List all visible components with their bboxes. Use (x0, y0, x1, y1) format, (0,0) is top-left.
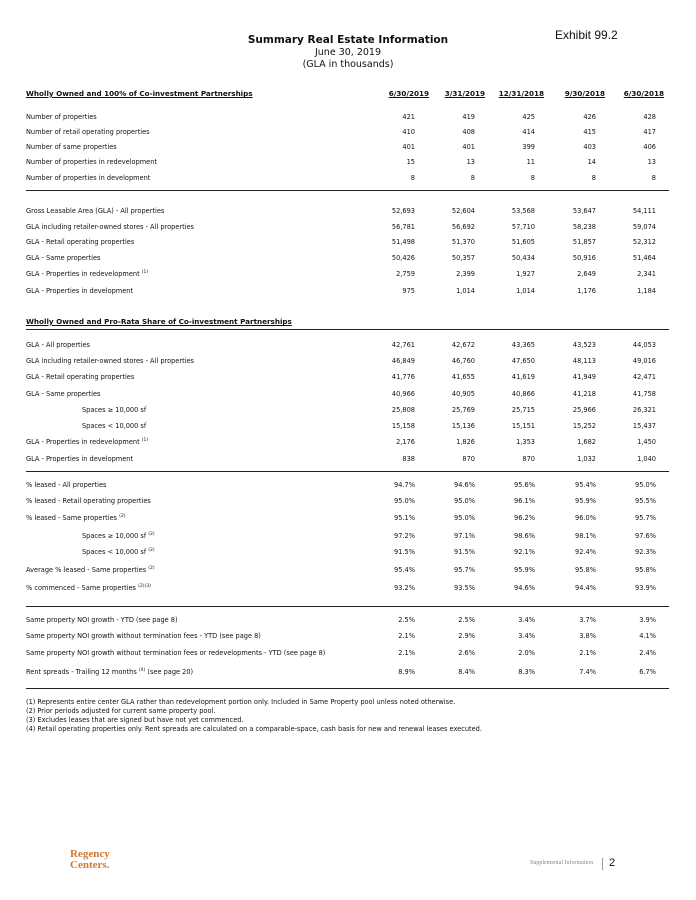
table-row (0, 287, 696, 299)
table-cell: 8 (530, 174, 535, 182)
table-cell: 95.8% (635, 566, 656, 574)
table-cell: 15,151 (511, 422, 535, 430)
table-cell: 2,176 (396, 438, 415, 446)
column-header: 12/31/2018 (498, 89, 544, 98)
table-row (0, 254, 696, 266)
table-cell: 50,434 (511, 254, 535, 262)
table-row (0, 158, 696, 170)
row-label (26, 143, 117, 151)
row-label-text: Average % leased - Same properties (26, 566, 147, 574)
table-row (0, 113, 696, 125)
row-label (26, 373, 134, 381)
table-cell: 95.7% (635, 514, 656, 522)
row-label-text: Same property NOI growth without termination fees or redevelopments - YTD (see page 8) (26, 649, 326, 657)
table-cell: 2.1% (398, 649, 415, 657)
table-cell: 51,605 (511, 238, 535, 246)
section2-heading: Wholly Owned and Pro-Rata Share of Co-investment Partnerships (26, 317, 292, 326)
table-row (0, 238, 696, 250)
table-cell: 94.4% (575, 584, 596, 592)
table-cell: 428 (643, 113, 656, 121)
row-label-text: GLA including retailer-owned stores - All properties (26, 223, 194, 231)
table-cell: 56,781 (391, 223, 415, 231)
footer-separator (602, 858, 603, 870)
table-cell: 1,450 (637, 438, 656, 446)
row-label (26, 287, 133, 295)
row-label-text: % leased - Retail operating properties (26, 497, 151, 505)
table-cell: 95.9% (514, 566, 535, 574)
footnote-ref: (2) (119, 513, 126, 519)
table-cell: 1,040 (637, 455, 656, 463)
table-cell: 43,523 (572, 341, 596, 349)
divider (26, 688, 669, 689)
row-label (26, 455, 133, 463)
table-cell: 1,014 (456, 287, 475, 295)
row-label (82, 548, 155, 556)
table-cell: 1,176 (577, 287, 596, 295)
table-cell: 3.7% (579, 616, 596, 624)
table-row (0, 532, 696, 544)
table-cell: 40,905 (451, 390, 475, 398)
table-cell: 401 (402, 143, 415, 151)
table-row (0, 481, 696, 493)
table-cell: 91.5% (394, 548, 415, 556)
row-label (26, 254, 100, 262)
table-cell: 403 (583, 143, 596, 151)
row-label (26, 481, 106, 489)
table-cell: 3.9% (639, 616, 656, 624)
table-cell: 96.2% (514, 514, 535, 522)
table-cell: 13 (466, 158, 475, 166)
table-cell: 59,074 (632, 223, 656, 231)
row-label-text: GLA - Properties in redevelopment (26, 438, 140, 446)
row-label-text: GLA - Retail operating properties (26, 238, 135, 246)
table-cell: 53,568 (511, 207, 535, 215)
table-cell: 94.7% (394, 481, 415, 489)
table-cell: 2.1% (579, 649, 596, 657)
row-label (26, 158, 157, 166)
row-label-text: GLA - Properties in redevelopment (26, 270, 140, 278)
table-cell: 417 (643, 128, 656, 136)
column-header: 9/30/2018 (564, 89, 605, 98)
row-label (26, 207, 164, 215)
table-cell: 408 (462, 128, 475, 136)
table-cell: 8 (591, 174, 596, 182)
row-label-text: % commenced - Same properties (26, 584, 136, 592)
table-cell: 13 (647, 158, 656, 166)
table-cell: 8.4% (458, 668, 475, 676)
table-row (0, 632, 696, 644)
row-label-text: Spaces ≥ 10,000 sf (82, 406, 147, 414)
table-cell: 98.6% (514, 532, 535, 540)
row-label (26, 514, 125, 522)
table-row (0, 497, 696, 509)
table-cell: 8.9% (398, 668, 415, 676)
row-label-text: Same property NOI growth - YTD (see page 8) (26, 616, 178, 624)
row-label (26, 632, 261, 640)
table-cell: 51,464 (632, 254, 656, 262)
table-cell: 41,776 (391, 373, 415, 381)
table-cell: 1,353 (516, 438, 535, 446)
footnote: (2) Prior periods adjusted for current same property pool. (26, 707, 216, 715)
table-cell: 25,966 (572, 406, 596, 414)
column-header: 6/30/2019 (388, 89, 429, 98)
row-label (26, 616, 178, 624)
table-cell: 1,032 (577, 455, 596, 463)
table-cell: 2,649 (577, 270, 596, 278)
table-cell: 2,399 (456, 270, 475, 278)
table-cell: 94.6% (514, 584, 535, 592)
table-cell: 52,604 (451, 207, 475, 215)
footnote-ref: (4) (138, 667, 146, 673)
logo-line: Regency (70, 848, 110, 860)
table-cell: 15,437 (632, 422, 656, 430)
table-cell: 51,498 (391, 238, 415, 246)
table-row (0, 174, 696, 186)
table-cell: 95.0% (454, 497, 475, 505)
page-title: Summary Real Estate Information (247, 34, 449, 46)
logo-line: Centers. (70, 859, 110, 871)
footnote-ref: (2)(3) (138, 583, 151, 589)
row-label-text: (see page 20) (147, 668, 194, 676)
footnote-ref: (2) (148, 531, 155, 537)
table-cell: 40,866 (511, 390, 535, 398)
row-label-text: Number of properties (26, 113, 97, 121)
table-cell: 53,647 (572, 207, 596, 215)
row-label-text: Rent spreads - Trailing 12 months (26, 668, 137, 676)
table-cell: 25,769 (451, 406, 475, 414)
table-row (0, 668, 696, 680)
row-label-text: % leased - Same properties (26, 514, 117, 522)
table-cell: 54,111 (632, 207, 656, 215)
table-cell: 97.1% (454, 532, 475, 540)
table-cell: 92.3% (635, 548, 656, 556)
table-cell: 15 (406, 158, 415, 166)
table-cell: 52,693 (391, 207, 415, 215)
footnote-ref: (1) (141, 437, 149, 443)
row-label-text: GLA - Same properties (26, 390, 101, 398)
table-cell: 1,014 (516, 287, 535, 295)
row-label (26, 270, 148, 278)
footnote: (1) Represents entire center GLA rather than redevelopment portion only. Included in Same Property pool unless noted otherwise. (26, 698, 456, 706)
footnote-ref: (2) (148, 565, 155, 571)
table-cell: 15,136 (451, 422, 475, 430)
table-row (0, 373, 696, 385)
row-label-text: Gross Leasable Area (GLA) - All properties (26, 207, 165, 215)
table-cell: 7.4% (579, 668, 596, 676)
table-row (0, 223, 696, 235)
row-label-text: GLA - Retail operating properties (26, 373, 135, 381)
table-cell: 95.5% (635, 497, 656, 505)
row-label-text: Number of properties in redevelopment (26, 158, 158, 166)
table-cell: 2.5% (398, 616, 415, 624)
table-cell: 838 (402, 455, 415, 463)
row-label (26, 649, 325, 657)
table-cell: 2.1% (398, 632, 415, 640)
row-label-text: GLA - Same properties (26, 254, 101, 262)
table-cell: 95.4% (575, 481, 596, 489)
table-cell: 42,761 (391, 341, 415, 349)
table-cell: 42,672 (451, 341, 475, 349)
table-cell: 2,341 (637, 270, 656, 278)
company-logo (70, 849, 110, 871)
divider (26, 606, 669, 607)
table-cell: 50,357 (451, 254, 475, 262)
row-label-text: Number of properties in development (26, 174, 151, 182)
row-label (26, 566, 155, 574)
table-cell: 56,692 (451, 223, 475, 231)
table-cell: 8 (651, 174, 656, 182)
table-cell: 25,808 (391, 406, 415, 414)
table-cell: 25,715 (511, 406, 535, 414)
table-cell: 95.7% (454, 566, 475, 574)
table-cell: 48,113 (572, 357, 596, 365)
table-cell: 415 (583, 128, 596, 136)
row-label (82, 532, 155, 540)
table-cell: 43,365 (511, 341, 535, 349)
table-cell: 41,218 (572, 390, 596, 398)
table-cell: 57,710 (511, 223, 535, 231)
table-row (0, 548, 696, 560)
row-label-text: GLA - Properties in development (26, 287, 134, 295)
table-cell: 2.4% (639, 649, 656, 657)
table-cell: 1,826 (456, 438, 475, 446)
table-cell: 44,053 (632, 341, 656, 349)
table-row (0, 438, 696, 450)
row-label-text: % leased - All properties (26, 481, 107, 489)
table-cell: 92.1% (514, 548, 535, 556)
row-label (26, 497, 151, 505)
divider (26, 329, 669, 330)
row-label (26, 584, 151, 592)
table-cell: 8 (470, 174, 475, 182)
table-cell: 95.9% (575, 497, 596, 505)
page-number: 2 (609, 857, 616, 869)
row-label (26, 223, 194, 231)
row-label-text: Spaces < 10,000 sf (82, 548, 147, 556)
row-label (26, 341, 90, 349)
footnote-ref: (2) (148, 547, 155, 553)
divider (26, 190, 669, 191)
table-cell: 421 (402, 113, 415, 121)
column-header: 6/30/2018 (623, 89, 664, 98)
table-cell: 97.2% (394, 532, 415, 540)
table-cell: 8 (410, 174, 415, 182)
row-label (26, 238, 134, 246)
row-label-text: Same property NOI growth without termination fees - YTD (see page 8) (26, 632, 261, 640)
footnote-ref: (1) (141, 269, 149, 275)
row-label-text: Spaces < 10,000 sf (82, 422, 147, 430)
footnote: (4) Retail operating properties only. Rent spreads are calculated on a comparable-space, cash basis for new and renewal leases executed. (26, 725, 482, 733)
table-cell: 975 (402, 287, 415, 295)
table-cell: 3.8% (579, 632, 596, 640)
table-cell: 2.9% (458, 632, 475, 640)
footer-label: Supplemental Information (530, 860, 594, 866)
table-row (0, 514, 696, 526)
row-label (82, 406, 146, 414)
table-cell: 410 (402, 128, 415, 136)
table-cell: 42,471 (632, 373, 656, 381)
table-cell: 14 (587, 158, 596, 166)
table-cell: 425 (522, 113, 535, 121)
table-cell: 96.0% (575, 514, 596, 522)
row-label-text: GLA including retailer-owned stores - All properties (26, 357, 194, 365)
table-row (0, 455, 696, 467)
table-cell: 46,849 (391, 357, 415, 365)
row-label-text: Number of same properties (26, 143, 117, 151)
table-row (0, 406, 696, 418)
table-row (0, 207, 696, 219)
row-label (26, 174, 150, 182)
table-cell: 399 (522, 143, 535, 151)
report-date: June 30, 2019 (314, 47, 381, 58)
table-cell: 41,655 (451, 373, 475, 381)
table-cell: 95.6% (514, 481, 535, 489)
row-label (26, 668, 193, 676)
table-cell: 870 (462, 455, 475, 463)
table-cell: 2.6% (458, 649, 475, 657)
table-row (0, 566, 696, 578)
table-row (0, 143, 696, 155)
table-cell: 95.8% (575, 566, 596, 574)
exhibit-label: Exhibit 99.2 (555, 28, 618, 42)
table-cell: 94.6% (454, 481, 475, 489)
table-cell: 1,927 (516, 270, 535, 278)
table-row (0, 341, 696, 353)
table-cell: 93.9% (635, 584, 656, 592)
row-label (82, 422, 146, 430)
table-cell: 41,619 (511, 373, 535, 381)
table-cell: 426 (583, 113, 596, 121)
footnotes (26, 698, 482, 734)
table-row (0, 584, 696, 596)
table-cell: 2,759 (396, 270, 415, 278)
table-cell: 52,312 (632, 238, 656, 246)
table-cell: 8.3% (518, 668, 535, 676)
table-row (0, 616, 696, 628)
units-note: (GLA in thousands) (302, 59, 394, 70)
table-cell: 91.5% (454, 548, 475, 556)
table-cell: 26,321 (632, 406, 656, 414)
section1-heading: Wholly Owned and 100% of Co-investment Partnerships (26, 89, 253, 98)
table-cell: 95.0% (454, 514, 475, 522)
divider (26, 471, 669, 472)
table-row (0, 422, 696, 434)
table-cell: 50,916 (572, 254, 596, 262)
table-cell: 1,682 (577, 438, 596, 446)
row-label-text: Number of retail operating properties (26, 128, 150, 136)
table-cell: 11 (526, 158, 535, 166)
table-cell: 2.5% (458, 616, 475, 624)
table-cell: 51,857 (572, 238, 596, 246)
row-label-text: GLA - Properties in development (26, 455, 134, 463)
row-label (26, 128, 150, 136)
table-cell: 870 (522, 455, 535, 463)
table-cell: 58,238 (572, 223, 596, 231)
table-cell: 3.4% (518, 616, 535, 624)
row-label-text: Spaces ≥ 10,000 sf (82, 532, 147, 540)
table-cell: 93.2% (394, 584, 415, 592)
table-cell: 95.0% (635, 481, 656, 489)
table-cell: 97.6% (635, 532, 656, 540)
table-cell: 4.1% (639, 632, 656, 640)
table-cell: 401 (462, 143, 475, 151)
table-cell: 2.0% (518, 649, 535, 657)
table-row (0, 128, 696, 140)
table-row (0, 270, 696, 282)
table-cell: 98.1% (575, 532, 596, 540)
table-row (0, 357, 696, 369)
table-cell: 93.5% (454, 584, 475, 592)
table-cell: 96.1% (514, 497, 535, 505)
table-cell: 414 (522, 128, 535, 136)
row-label (26, 357, 194, 365)
table-cell: 3.4% (518, 632, 535, 640)
table-cell: 15,158 (391, 422, 415, 430)
table-cell: 46,760 (451, 357, 475, 365)
table-cell: 419 (462, 113, 475, 121)
column-header: 3/31/2019 (444, 89, 485, 98)
footnote: (3) Excludes leases that are signed but have not yet commenced. (26, 716, 244, 724)
table-cell: 40,966 (391, 390, 415, 398)
row-label (26, 390, 100, 398)
table-row (0, 649, 696, 661)
row-label (26, 113, 97, 121)
row-label-text: GLA - All properties (26, 341, 90, 349)
table-cell: 51,370 (451, 238, 475, 246)
table-cell: 50,426 (391, 254, 415, 262)
table-cell: 406 (643, 143, 656, 151)
table-cell: 15,252 (572, 422, 596, 430)
table-cell: 95.1% (394, 514, 415, 522)
table-cell: 95.4% (394, 566, 415, 574)
table-cell: 47,650 (511, 357, 535, 365)
table-cell: 49,016 (632, 357, 656, 365)
table-row (0, 390, 696, 402)
table-cell: 92.4% (575, 548, 596, 556)
table-cell: 1,184 (637, 287, 656, 295)
table-cell: 41,758 (632, 390, 656, 398)
table-cell: 41,949 (572, 373, 596, 381)
row-label (26, 438, 148, 446)
table-cell: 95.0% (394, 497, 415, 505)
table-cell: 6.7% (639, 668, 656, 676)
